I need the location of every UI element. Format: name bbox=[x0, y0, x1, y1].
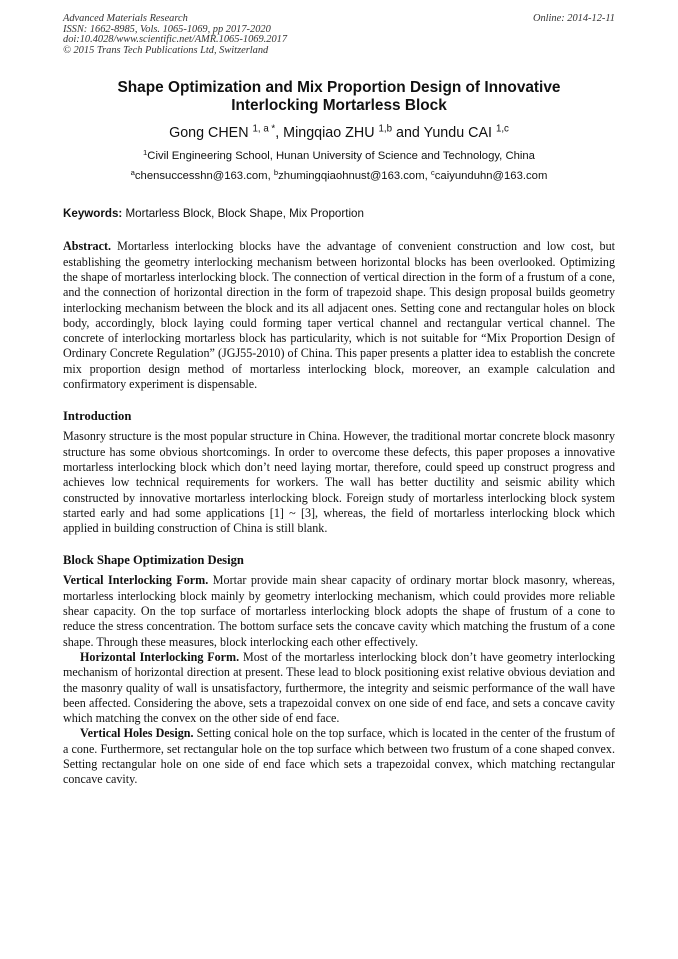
horizontal-interlocking-paragraph bbox=[63, 650, 615, 726]
email-separator: , bbox=[424, 170, 431, 183]
email-separator: , bbox=[267, 170, 274, 183]
title-line-2: Interlocking Mortarless Block bbox=[231, 97, 447, 115]
abstract-text: Mortarless interlocking blocks have the advantage of convenient construction and low cost, but establishing the geometry interlocking mechanism between horizontal blocks has been overlooked. Optimizing the shape of mortarless interlocking block. The connection of vertical direction in the form of a frustum of a cone, and the connection of horizontal direction in the form of trapezoid shape. This design proposal builds geometry interlocking mechanism between the block and its all adjacent ones. Setting cone and rectangular holes on block body, accordingly, block laying could forming taper vertical channel and rectangular vertical channel. The concrete of interlocking mortarless block has particularity, which is not suitable for “Mix Proportion Design of Ordinary Concrete Regulation” (JGJ55-2010) of China. This paper presents a platter idea to establish the concrete mix proportion design method of mortarless interlocking block, moreover, an example calculation and confirmatory experiment is dispensable. bbox=[63, 239, 615, 392]
online-date: Online: 2014-12-11 bbox=[532, 13, 615, 24]
email-superscript: c bbox=[430, 168, 435, 178]
paper-page bbox=[63, 14, 615, 788]
author-separator: , bbox=[275, 125, 284, 142]
paragraph-text: Most of the mortarless interlocking block don’t have geometry interlocking mechanism of horizontal direction at present. These lead to block positioning exist relative obvious deviation and the masonry quality of wall is unsatisfactory, furthermore, the integrity and seismic performance of the wall have been affected. Considering the above, sets a trapezoidal convex on one side of end face, and sets a concave cavity which matching the convex on the other side of end face. bbox=[63, 649, 615, 726]
affiliation-text: Civil Engineering School, Hunan University of Science and Technology, China bbox=[147, 150, 535, 163]
keywords-text: Mortarless Block, Block Shape, Mix Proportion bbox=[122, 207, 364, 221]
doi-line: doi:10.4028/www.scientific.net/AMR.1065-1069.2017 bbox=[63, 34, 288, 46]
author-name: Yundu CAI bbox=[423, 125, 496, 142]
author-superscript: 1,c bbox=[495, 124, 509, 136]
author-separator: and bbox=[392, 125, 424, 142]
paragraph-runin-heading: Vertical Interlocking Form. bbox=[63, 573, 209, 588]
email-address: caiyunduhn@163.com bbox=[434, 170, 548, 183]
title-line-1: Shape Optimization and Mix Proportion Design of Innovative bbox=[117, 79, 561, 97]
paper-title bbox=[63, 79, 615, 115]
email-address: zhumingqiaohnust@163.com bbox=[278, 170, 425, 183]
introduction-paragraph: Masonry structure is the most popular structure in China. However, the traditional mortar concrete block masonry structure has some obvious shortcomings. In order to overcome these defects, this paper proposes a innovative mortarless interlocking block which don’t need laying mortar, therefore, could speed up construct progress and achieves low technical requirements for workers. The wall has better ductility and seismic ability which constructed by innovative mortarless interlocking block. Foreign study of mortarless interlocking block system started early and had some applications [1] ~ [3], whereas, the field of mortarless interlocking block which applied in building construction of China is still blank. bbox=[63, 429, 615, 536]
paragraph-runin-heading: Horizontal Interlocking Form. bbox=[80, 649, 240, 664]
journal-header bbox=[63, 14, 615, 56]
author-list bbox=[63, 124, 615, 142]
copyright-line: © 2015 Trans Tech Publications Ltd, Switzerland bbox=[63, 44, 269, 56]
abstract-label: Abstract. bbox=[63, 239, 112, 254]
email-superscript: a bbox=[130, 168, 135, 178]
email-address: chensuccesshn@163.com bbox=[134, 170, 268, 183]
author-name: Mingqiao ZHU bbox=[283, 125, 379, 142]
paragraph-runin-heading: Vertical Holes Design. bbox=[80, 726, 194, 741]
abstract bbox=[63, 239, 615, 392]
section-heading-introduction: Introduction bbox=[63, 409, 132, 424]
section-heading-block-shape: Block Shape Optimization Design bbox=[63, 553, 244, 568]
keywords bbox=[63, 207, 615, 221]
email-superscript: b bbox=[273, 168, 279, 178]
email-list bbox=[63, 169, 615, 183]
author-name: Gong CHEN bbox=[169, 125, 253, 142]
paragraph-text: Mortar provide main shear capacity of ordinary mortar block masonry, whereas, mortarless interlocking block mainly by geometry interlocking mechanism, which could provides more reliable shear capacity. On the top surface of mortarless interlocking block adopts the shape of frustum of a cone to reduce the stress concentration. The bottom surface sets the concave cavity which matching the frustum of a cone shape. Through these measures, block interlocking each other effectively. bbox=[63, 573, 615, 649]
affiliation-superscript: 1 bbox=[143, 148, 148, 158]
keywords-label: Keywords: bbox=[63, 207, 123, 221]
paragraph-text: Setting conical hole on the top surface, which is located in the center of the frustum of a cone. Furthermore, set rectangular hole on the top surface which between two frustum of a cone shaped convex. Setting rectangular hole on one side of end face which sets a trapezoidal convex, which matching rectangular concave cavity. bbox=[63, 726, 616, 787]
vertical-holes-paragraph bbox=[63, 726, 615, 787]
author-superscript: 1,b bbox=[378, 124, 393, 136]
vertical-interlocking-paragraph bbox=[63, 573, 615, 649]
issn-line: ISSN: 1662-8985, Vols. 1065-1069, pp 2017-2020 bbox=[63, 23, 271, 35]
affiliation bbox=[63, 149, 615, 163]
author-superscript: 1, a * bbox=[252, 124, 276, 136]
journal-name: Advanced Materials Research bbox=[63, 13, 188, 24]
